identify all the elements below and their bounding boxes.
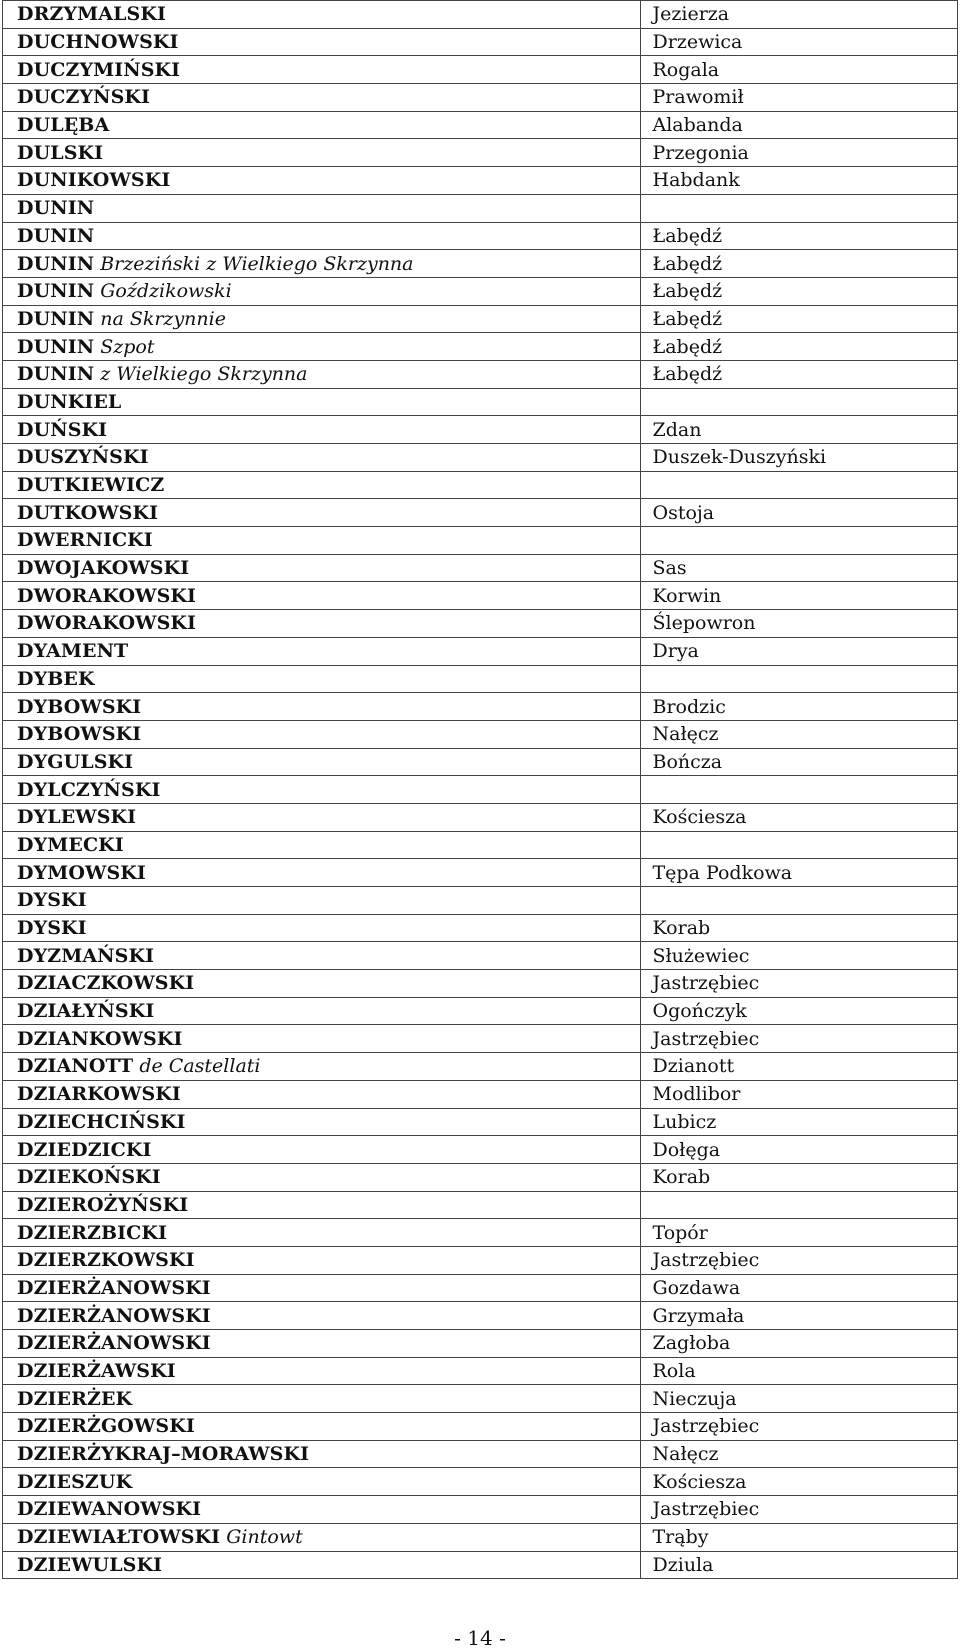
surname-text: DYSKI	[17, 889, 87, 912]
surname-text: DZIERŻYKRAJ–MORAWSKI	[17, 1443, 310, 1466]
coat-of-arms-cell: Korab	[640, 914, 958, 942]
surname-text: DULĘBA	[17, 114, 110, 137]
surname-text: DUNIN	[17, 363, 95, 386]
surname-variant-text: Goździkowski	[100, 280, 232, 303]
table-row	[3, 84, 958, 112]
surname-cell	[3, 388, 641, 416]
surname-text: DYAMENT	[17, 640, 129, 663]
surname-cell	[3, 1219, 641, 1247]
surname-cell	[3, 831, 641, 859]
coat-of-arms-cell: Ślepowron	[640, 610, 958, 638]
surname-cell	[3, 859, 641, 887]
surname-text: DYBOWSKI	[17, 695, 142, 718]
coat-of-arms-cell: Łabędź	[640, 222, 958, 250]
table-row	[3, 1523, 958, 1551]
surname-text: DZIERZBICKI	[17, 1221, 167, 1244]
surname-text: DZIEWANOWSKI	[17, 1498, 202, 1521]
surname-cell	[3, 665, 641, 693]
table-row	[3, 111, 958, 139]
surname-cell	[3, 914, 641, 942]
surname-text: DUNIN	[17, 280, 95, 303]
surname-text: DYMECKI	[17, 833, 124, 856]
table-row	[3, 1191, 958, 1219]
coat-of-arms-cell: Alabanda	[640, 111, 958, 139]
table-row	[3, 803, 958, 831]
surname-cell	[3, 1551, 641, 1579]
table-row	[3, 360, 958, 388]
table-row	[3, 222, 958, 250]
table-row	[3, 970, 958, 998]
coat-of-arms-cell: Nieczuja	[640, 1385, 958, 1413]
table-row	[3, 277, 958, 305]
surname-cell	[3, 333, 641, 361]
surname-cell	[3, 1496, 641, 1524]
surname-text: DYBEK	[17, 667, 95, 690]
surname-text: DRZYMALSKI	[17, 3, 166, 26]
table-row	[3, 1025, 958, 1053]
surname-cell	[3, 610, 641, 638]
coat-of-arms-cell: Korab	[640, 1163, 958, 1191]
coat-of-arms-cell: Rola	[640, 1357, 958, 1385]
surname-cell	[3, 444, 641, 472]
surname-cell	[3, 250, 641, 278]
coat-of-arms-cell	[640, 471, 958, 499]
coat-of-arms-cell: Jastrzębiec	[640, 1246, 958, 1274]
table-row	[3, 1385, 958, 1413]
surname-cell	[3, 582, 641, 610]
table-row	[3, 887, 958, 915]
table-row	[3, 1080, 958, 1108]
table-row	[3, 720, 958, 748]
surname-cell	[3, 1080, 641, 1108]
table-row	[3, 693, 958, 721]
table-row	[3, 1357, 958, 1385]
table-row	[3, 859, 958, 887]
coat-of-arms-cell: Jastrzębiec	[640, 970, 958, 998]
surname-variant-text: Szpot	[100, 335, 155, 358]
surname-text: DYZMAŃSKI	[17, 944, 155, 967]
coat-of-arms-cell	[640, 665, 958, 693]
surname-cell	[3, 111, 641, 139]
coat-of-arms-cell: Duszek-Duszyński	[640, 444, 958, 472]
surname-text: DUTKOWSKI	[17, 501, 159, 524]
surname-cell	[3, 1136, 641, 1164]
coat-of-arms-cell: Modlibor	[640, 1080, 958, 1108]
coat-of-arms-cell: Lubicz	[640, 1108, 958, 1136]
coat-of-arms-cell: Grzymała	[640, 1302, 958, 1330]
table-row	[3, 914, 958, 942]
surname-text: DZIACZKOWSKI	[17, 972, 195, 995]
surname-cell	[3, 527, 641, 555]
surname-text: DZIERŻGOWSKI	[17, 1415, 195, 1438]
coat-of-arms-cell: Łabędź	[640, 360, 958, 388]
surname-cell	[3, 803, 641, 831]
surname-cell	[3, 167, 641, 195]
table-row	[3, 471, 958, 499]
table-row	[3, 776, 958, 804]
table-row	[3, 1053, 958, 1081]
surname-text: DUNKIEL	[17, 390, 122, 413]
surname-text: DYGULSKI	[17, 750, 134, 773]
table-row	[3, 637, 958, 665]
surname-text: DYLCZYŃSKI	[17, 778, 161, 801]
surname-variant-text: z Wielkiego Skrzynna	[100, 363, 308, 386]
surname-text: DYLEWSKI	[17, 806, 137, 829]
surname-text: DYMOWSKI	[17, 861, 146, 884]
table-row	[3, 305, 958, 333]
coat-of-arms-cell: Habdank	[640, 167, 958, 195]
table-row	[3, 527, 958, 555]
coat-of-arms-cell: Kościesza	[640, 1468, 958, 1496]
coat-of-arms-cell: Drzewica	[640, 28, 958, 56]
coat-of-arms-cell	[640, 831, 958, 859]
surname-text: DZIERŻANOWSKI	[17, 1276, 211, 1299]
surname-arms-table	[2, 0, 958, 1579]
surname-text: DUSZYŃSKI	[17, 446, 149, 469]
coat-of-arms-cell	[640, 527, 958, 555]
surname-cell	[3, 748, 641, 776]
table-body	[3, 1, 958, 1579]
surname-text: DZIERŻEK	[17, 1387, 133, 1410]
coat-of-arms-cell: Jezierza	[640, 1, 958, 29]
surname-cell	[3, 1053, 641, 1081]
coat-of-arms-cell: Służewiec	[640, 942, 958, 970]
coat-of-arms-cell: Tępa Podkowa	[640, 859, 958, 887]
surname-cell	[3, 416, 641, 444]
table-row	[3, 831, 958, 859]
table-row	[3, 250, 958, 278]
surname-cell	[3, 1191, 641, 1219]
surname-text: DZIECHCIŃSKI	[17, 1110, 186, 1133]
table-row	[3, 167, 958, 195]
surname-cell	[3, 720, 641, 748]
surname-cell	[3, 1385, 641, 1413]
coat-of-arms-cell: Jastrzębiec	[640, 1025, 958, 1053]
surname-cell	[3, 1440, 641, 1468]
table-row	[3, 388, 958, 416]
surname-cell	[3, 360, 641, 388]
surname-cell	[3, 1108, 641, 1136]
surname-text: DZIERŻANOWSKI	[17, 1332, 211, 1355]
surname-cell	[3, 1, 641, 29]
table-row	[3, 554, 958, 582]
coat-of-arms-cell: Kościesza	[640, 803, 958, 831]
coat-of-arms-cell: Dziula	[640, 1551, 958, 1579]
surname-cell	[3, 194, 641, 222]
surname-text: DUNIN	[17, 197, 95, 220]
table-row	[3, 1330, 958, 1358]
table-row	[3, 416, 958, 444]
surname-text: DZIEDZICKI	[17, 1138, 152, 1161]
coat-of-arms-cell: Drya	[640, 637, 958, 665]
surname-cell	[3, 970, 641, 998]
surname-text: DUCZYMIŃSKI	[17, 58, 181, 81]
surname-cell	[3, 1274, 641, 1302]
surname-text: DWORAKOWSKI	[17, 584, 197, 607]
coat-of-arms-cell: Zagłoba	[640, 1330, 958, 1358]
surname-cell	[3, 471, 641, 499]
surname-variant-text: na Skrzynnie	[100, 307, 226, 330]
table-row	[3, 1468, 958, 1496]
table-row	[3, 1219, 958, 1247]
coat-of-arms-cell: Ostoja	[640, 499, 958, 527]
surname-cell	[3, 1523, 641, 1551]
surname-text: DZIEWIAŁTOWSKI	[17, 1526, 221, 1549]
surname-variant-text: Brzeziński z Wielkiego Skrzynna	[100, 252, 414, 275]
surname-text: DWORAKOWSKI	[17, 612, 197, 635]
surname-text: DUNIN	[17, 307, 95, 330]
surname-cell	[3, 1357, 641, 1385]
table-row	[3, 333, 958, 361]
surname-variant-text: Gintowt	[226, 1526, 303, 1549]
coat-of-arms-cell: Łabędź	[640, 333, 958, 361]
surname-text: DYSKI	[17, 917, 87, 940]
table-row	[3, 1108, 958, 1136]
surname-cell	[3, 277, 641, 305]
coat-of-arms-cell: Łabędź	[640, 250, 958, 278]
table-row	[3, 748, 958, 776]
surname-cell	[3, 1468, 641, 1496]
table-row	[3, 582, 958, 610]
surname-text: DZIANKOWSKI	[17, 1027, 183, 1050]
table-row	[3, 942, 958, 970]
surname-text: DUTKIEWICZ	[17, 474, 165, 497]
surname-cell	[3, 139, 641, 167]
surname-variant-text: de Castellati	[139, 1055, 261, 1078]
table-row	[3, 444, 958, 472]
table-row	[3, 1413, 958, 1441]
surname-text: DYBOWSKI	[17, 723, 142, 746]
surname-text: DWERNICKI	[17, 529, 153, 552]
surname-cell	[3, 776, 641, 804]
surname-text: DZIERŻANOWSKI	[17, 1304, 211, 1327]
table-row	[3, 1440, 958, 1468]
surname-text: DZIESZUK	[17, 1470, 133, 1493]
coat-of-arms-cell: Trąby	[640, 1523, 958, 1551]
coat-of-arms-cell: Zdan	[640, 416, 958, 444]
surname-text: DZIEWULSKI	[17, 1553, 163, 1576]
surname-cell	[3, 942, 641, 970]
surname-cell	[3, 1302, 641, 1330]
coat-of-arms-cell: Topór	[640, 1219, 958, 1247]
surname-cell	[3, 1413, 641, 1441]
table-row	[3, 1551, 958, 1579]
surname-cell	[3, 499, 641, 527]
surname-cell	[3, 1163, 641, 1191]
surname-cell	[3, 637, 641, 665]
surname-text: DZIARKOWSKI	[17, 1083, 181, 1106]
coat-of-arms-cell	[640, 194, 958, 222]
coat-of-arms-cell: Łabędź	[640, 305, 958, 333]
surname-text: DUŃSKI	[17, 418, 108, 441]
surname-cell	[3, 56, 641, 84]
coat-of-arms-cell: Łabędź	[640, 277, 958, 305]
page-number: - 14 -	[454, 1626, 506, 1650]
surname-text: DZIEKOŃSKI	[17, 1166, 161, 1189]
surname-text: DZIERZKOWSKI	[17, 1249, 195, 1272]
coat-of-arms-cell: Sas	[640, 554, 958, 582]
surname-cell	[3, 84, 641, 112]
surname-text: DUCHNOWSKI	[17, 31, 179, 54]
surname-text: DWOJAKOWSKI	[17, 557, 190, 580]
table-row	[3, 610, 958, 638]
surname-text: DULSKI	[17, 141, 104, 164]
coat-of-arms-cell	[640, 887, 958, 915]
surname-text: DZIAŁYŃSKI	[17, 1000, 155, 1023]
coat-of-arms-cell	[640, 776, 958, 804]
table-row	[3, 1274, 958, 1302]
surname-cell	[3, 1330, 641, 1358]
surname-text: DUNIN	[17, 252, 95, 275]
table-row	[3, 194, 958, 222]
table-row	[3, 499, 958, 527]
table-row	[3, 1496, 958, 1524]
surname-cell	[3, 997, 641, 1025]
surname-text: DUNIN	[17, 335, 95, 358]
coat-of-arms-cell: Rogala	[640, 56, 958, 84]
coat-of-arms-cell	[640, 1191, 958, 1219]
table-row	[3, 1, 958, 29]
surname-cell	[3, 1246, 641, 1274]
coat-of-arms-cell: Prawomił	[640, 84, 958, 112]
table-row	[3, 997, 958, 1025]
table-row	[3, 1302, 958, 1330]
surname-cell	[3, 222, 641, 250]
coat-of-arms-cell: Dzianott	[640, 1053, 958, 1081]
surname-cell	[3, 693, 641, 721]
coat-of-arms-cell: Dołęga	[640, 1136, 958, 1164]
table-row	[3, 1163, 958, 1191]
surname-text: DUCZYŃSKI	[17, 86, 150, 109]
table-row	[3, 28, 958, 56]
coat-of-arms-cell: Gozdawa	[640, 1274, 958, 1302]
coat-of-arms-cell: Nałęcz	[640, 1440, 958, 1468]
coat-of-arms-cell: Nałęcz	[640, 720, 958, 748]
coat-of-arms-cell: Brodzic	[640, 693, 958, 721]
coat-of-arms-cell: Bończa	[640, 748, 958, 776]
surname-cell	[3, 28, 641, 56]
coat-of-arms-cell	[640, 388, 958, 416]
surname-cell	[3, 554, 641, 582]
coat-of-arms-cell: Jastrzębiec	[640, 1413, 958, 1441]
table-row	[3, 139, 958, 167]
table-row	[3, 665, 958, 693]
coat-of-arms-cell: Korwin	[640, 582, 958, 610]
table-row	[3, 1136, 958, 1164]
coat-of-arms-cell: Jastrzębiec	[640, 1496, 958, 1524]
coat-of-arms-cell: Przegonia	[640, 139, 958, 167]
table-row	[3, 1246, 958, 1274]
surname-text: DZIERŻAWSKI	[17, 1360, 176, 1383]
surname-cell	[3, 887, 641, 915]
surname-text: DUNIN	[17, 224, 95, 247]
table-row	[3, 56, 958, 84]
surname-text: DUNIKOWSKI	[17, 169, 171, 192]
surname-cell	[3, 1025, 641, 1053]
surname-cell	[3, 305, 641, 333]
surname-text: DZIANOTT	[17, 1055, 134, 1078]
surname-text: DZIEROŻYŃSKI	[17, 1193, 189, 1216]
coat-of-arms-cell: Ogończyk	[640, 997, 958, 1025]
